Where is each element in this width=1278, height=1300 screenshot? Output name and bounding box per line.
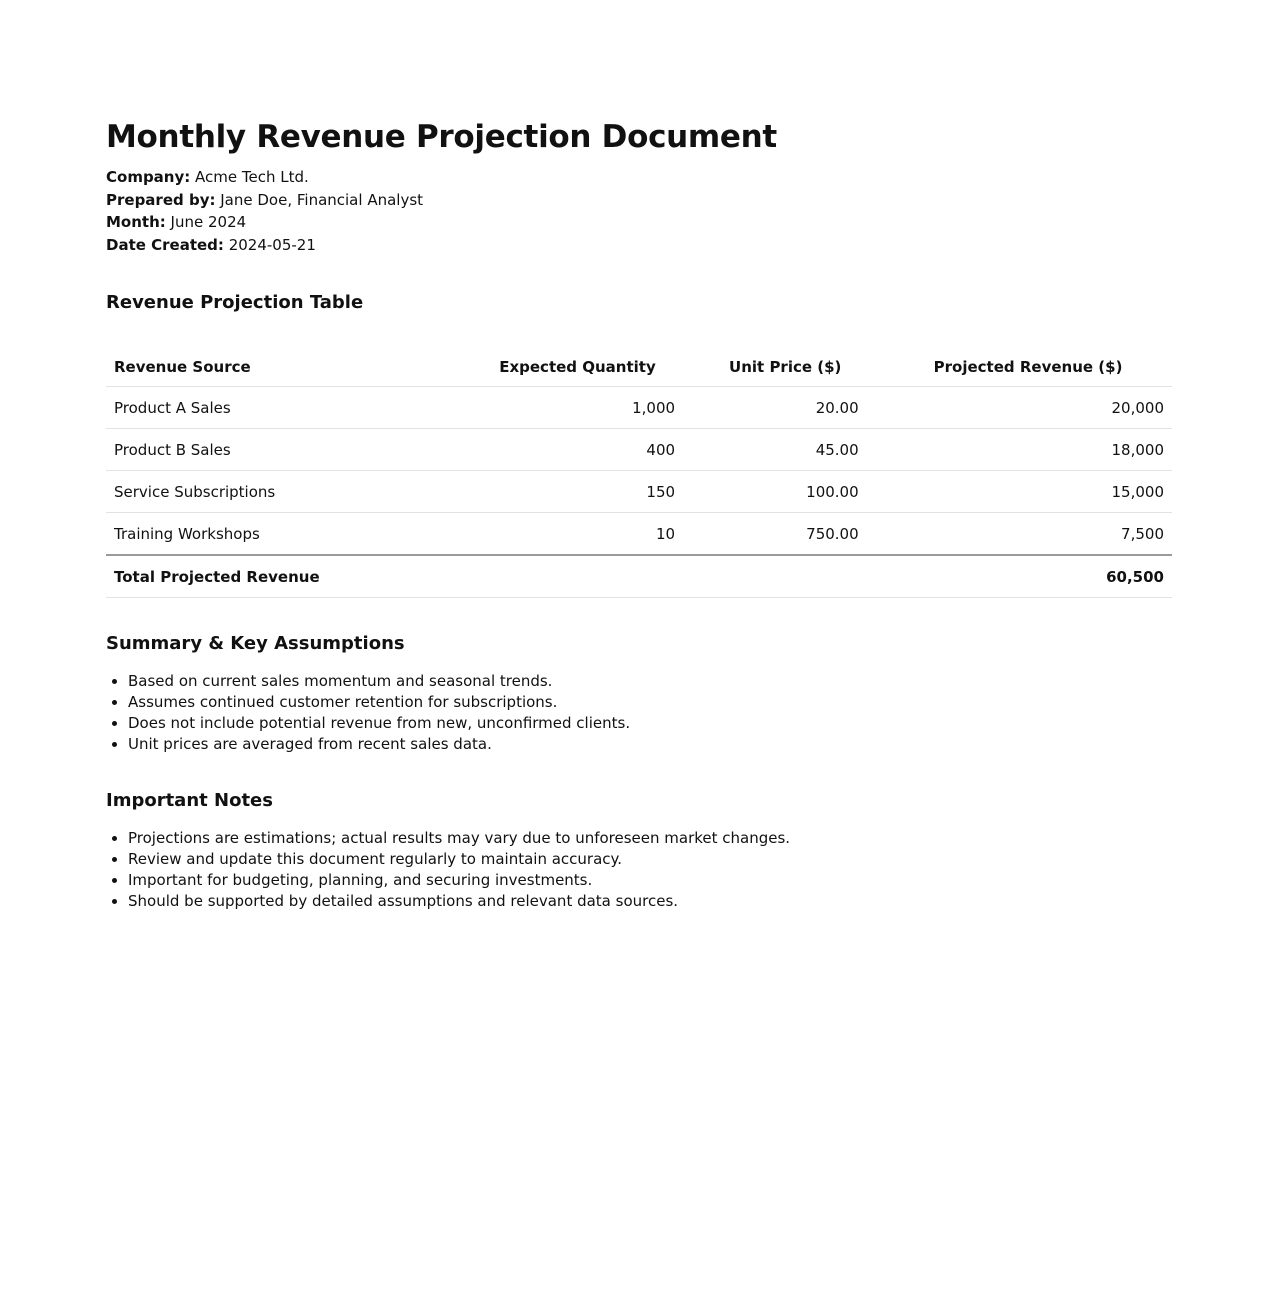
cell-source: Product B Sales [106, 429, 473, 471]
meta-date-label: Date Created: [106, 235, 224, 254]
cell-unit-price: 20.00 [683, 387, 867, 429]
table-row [106, 471, 1172, 513]
meta-company-value: Acme Tech Ltd. [195, 168, 309, 186]
header-projected-revenue: Projected Revenue ($) [867, 348, 1172, 387]
cell-revenue: 20,000 [867, 387, 1172, 429]
meta-date-value: 2024-05-21 [228, 235, 316, 254]
table-row [106, 429, 1172, 471]
total-empty-cell [473, 555, 683, 598]
total-row [106, 555, 1172, 598]
meta-prepared-value: Jane Doe, Financial Analyst [220, 190, 424, 209]
cell-revenue: 7,500 [867, 513, 1172, 556]
cell-quantity: 150 [473, 471, 683, 513]
cell-source: Training Workshops [106, 513, 473, 556]
list-item: • Should be supported by detailed assumptions and relevant data sources. [128, 891, 1172, 912]
header-revenue-source: Revenue Source [106, 348, 473, 387]
table-row [106, 513, 1172, 556]
cell-source: Product A Sales [106, 387, 473, 429]
meta-company-label: Company: [106, 168, 191, 186]
total-label: Total Projected Revenue [106, 555, 473, 598]
list-item: • Projections are estimations; actual results may vary due to unforeseen market changes. [128, 828, 1172, 849]
list-item: • Unit prices are averaged from recent sales data. [128, 734, 1172, 755]
cell-unit-price: 750.00 [683, 513, 867, 556]
list-item: • Based on current sales momentum and seasonal trends. [128, 671, 1172, 692]
notes-list [106, 828, 1172, 912]
cell-quantity: 10 [473, 513, 683, 556]
list-item: • Assumes continued customer retention for subscriptions. [128, 692, 1172, 713]
table-row [106, 387, 1172, 429]
list-item: • Does not include potential revenue from new, unconfirmed clients. [128, 713, 1172, 734]
cell-revenue: 15,000 [867, 471, 1172, 513]
meta-month-label: Month: [106, 213, 166, 231]
cell-source: Service Subscriptions [106, 471, 473, 513]
total-value: 60,500 [867, 555, 1172, 598]
notes-heading: Important Notes [106, 790, 273, 811]
meta-date-created [106, 234, 1172, 257]
meta-company [106, 166, 1172, 189]
meta-prepared-by [106, 189, 1172, 212]
total-empty-cell [683, 555, 867, 598]
meta-month-value: June 2024 [170, 213, 247, 231]
table-header-row [106, 348, 1172, 387]
cell-unit-price: 100.00 [683, 471, 867, 513]
revenue-projection-table [106, 348, 1172, 598]
cell-unit-price: 45.00 [683, 429, 867, 471]
list-item: • Review and update this document regularly to maintain accuracy. [128, 849, 1172, 870]
cell-quantity: 1,000 [473, 387, 683, 429]
header-unit-price: Unit Price ($) [683, 348, 867, 387]
summary-heading: Summary & Key Assumptions [106, 633, 405, 654]
document-title: Monthly Revenue Projection Document [106, 119, 777, 155]
cell-quantity: 400 [473, 429, 683, 471]
table-section-heading: Revenue Projection Table [106, 292, 364, 313]
document-page [106, 116, 1172, 912]
cell-revenue: 18,000 [867, 429, 1172, 471]
list-item: • Important for budgeting, planning, and securing investments. [128, 870, 1172, 891]
meta-month [106, 211, 1172, 234]
summary-list [106, 671, 1172, 755]
meta-prepared-label: Prepared by: [106, 190, 216, 209]
header-expected-quantity: Expected Quantity [473, 348, 683, 387]
